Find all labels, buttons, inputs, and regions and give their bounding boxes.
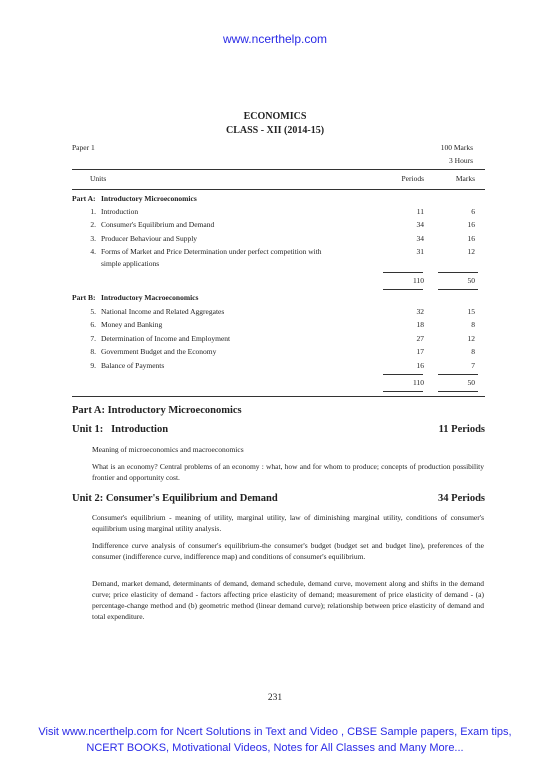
- row-marks: 8: [471, 347, 475, 356]
- row-unit-name: Balance of Payments: [101, 361, 165, 370]
- table-bottom-rule: [72, 396, 485, 397]
- row-unit-name: National Income and Related Aggregates: [101, 307, 225, 316]
- part-a-label: Part A:: [72, 194, 96, 203]
- marks-total-rule: [438, 391, 478, 392]
- row-marks: 7: [471, 361, 475, 370]
- unit2-heading: [72, 493, 485, 504]
- unit2-paragraph: Indifference curve analysis of consumer's equilibrium-the consumer's budget (budget set and budget line), preferences of the consumer (indifference curve, indifference map) and conditions of consumer's equilibrium.: [92, 541, 484, 561]
- row-unit-name: Determination of Income and Employment: [101, 334, 231, 343]
- part-b-total-marks: 50: [467, 378, 475, 387]
- periods-subtotal-rule: [383, 272, 423, 273]
- unit1-paragraph: What is an economy? Central problems of an economy : what, how and for whom to produce; concepts of production possibility frontier and opportunity cost.: [92, 462, 484, 482]
- part-b-total-periods: 110: [413, 378, 424, 387]
- unit1-heading: [72, 424, 485, 435]
- table-row: [72, 219, 484, 231]
- table-header-rule: [72, 189, 485, 190]
- table-header-row: [72, 173, 484, 185]
- part-b-total-row: [72, 377, 484, 389]
- row-num: 2.: [90, 220, 96, 229]
- unit1-paragraph: Meaning of microeconomics and macroeconomics: [92, 445, 244, 454]
- part-a-total-marks: 50: [467, 276, 475, 285]
- row-periods: 31: [416, 247, 424, 256]
- table-top-rule: [72, 169, 485, 170]
- row-num: 4.: [90, 247, 96, 256]
- section-heading: Part A: Introductory Microeconomics: [72, 405, 242, 416]
- part-b-heading: [72, 292, 199, 304]
- row-unit-name: Introduction: [101, 207, 139, 216]
- table-row: [72, 233, 484, 245]
- unit1-title: Unit 1: Introduction: [72, 424, 169, 435]
- unit1-periods: 11 Periods: [438, 424, 485, 435]
- row-periods: 34: [416, 234, 424, 243]
- row-periods: 11: [416, 207, 424, 216]
- footer-promo[interactable]: [0, 724, 550, 756]
- row-marks: 16: [467, 234, 475, 243]
- table-row: [72, 306, 484, 318]
- table-row-continuation: [72, 258, 484, 270]
- row-unit-name: Forms of Market and Price Determination under perfect competition with: [101, 247, 322, 256]
- site-link[interactable]: www.ncerthelp.com: [222, 32, 328, 46]
- row-num: 1.: [90, 207, 96, 216]
- row-marks: 15: [467, 307, 475, 316]
- row-periods: 27: [416, 334, 424, 343]
- row-periods: 32: [416, 307, 424, 316]
- part-a-total-row: [72, 275, 484, 287]
- row-num: 8.: [90, 347, 96, 356]
- row-marks: 8: [471, 320, 475, 329]
- marks-total-rule: [438, 289, 478, 290]
- subject-title: ECONOMICS: [243, 111, 307, 122]
- paper-label: Paper 1: [72, 143, 95, 152]
- row-unit-name: Government Budget and the Economy: [101, 347, 217, 356]
- part-a-heading: [72, 193, 197, 205]
- footer-line-2[interactable]: NCERT BOOKS, Motivational Videos, Notes for All Classes and Many More...: [86, 742, 464, 754]
- unit2-paragraph: Demand, market demand, determinants of demand, demand schedule, demand curve, movement along and shifts in the demand curve; price elasticity of demand - factors affecting price elasticity of demand; measurement of price elasticity of demand - (a) percentage-change method and (b) geometric method (linear demand curve); relationship between price elasticity of demand and total expenditure.: [92, 579, 484, 621]
- row-num: 7.: [90, 334, 96, 343]
- marks-subtotal-rule: [438, 374, 478, 375]
- row-unit-name: Money and Banking: [101, 320, 163, 329]
- table-row: [72, 346, 484, 358]
- marks-subtotal-rule: [438, 272, 478, 273]
- row-periods: 18: [416, 320, 424, 329]
- periods-total-rule: [383, 289, 423, 290]
- row-marks: 6: [471, 207, 475, 216]
- periods-total-rule: [383, 391, 423, 392]
- row-num: 9.: [90, 361, 96, 370]
- row-periods: 16: [416, 361, 424, 370]
- row-periods: 34: [416, 220, 424, 229]
- table-row: [72, 333, 484, 345]
- periods-subtotal-rule: [383, 374, 423, 375]
- table-row: [72, 360, 484, 372]
- footer-line-1[interactable]: Visit www.ncerthelp.com for Ncert Solutions in Text and Video , CBSE Sample papers, Exam tips,: [38, 726, 512, 738]
- row-num: 3.: [90, 234, 96, 243]
- row-unit-name: Consumer's Equilibrium and Demand: [101, 220, 215, 229]
- part-a-title: Introductory Microeconomics: [101, 194, 197, 203]
- table-row: [72, 246, 484, 258]
- page-number: 231: [267, 693, 283, 703]
- total-marks: 100 Marks: [440, 143, 473, 152]
- row-periods: 17: [416, 347, 424, 356]
- class-title: CLASS - XII (2014-15): [225, 125, 325, 136]
- unit2-periods: 34 Periods: [438, 493, 485, 504]
- unit2-paragraph: Consumer's equilibrium - meaning of utility, marginal utility, law of diminishing marginal utility, conditions of consumer's equilibrium using marginal utility analysis.: [92, 513, 484, 533]
- row-unit-name: Producer Behaviour and Supply: [101, 234, 198, 243]
- marks-header: Marks: [455, 174, 475, 183]
- row-num: 5.: [90, 307, 96, 316]
- row-marks: 12: [467, 247, 475, 256]
- row-num: 6.: [90, 320, 96, 329]
- table-row: [72, 206, 484, 218]
- part-b-label: Part B:: [72, 293, 96, 302]
- row-marks: 12: [467, 334, 475, 343]
- duration: 3 Hours: [449, 156, 473, 165]
- row-unit-name-cont: simple applications: [101, 259, 160, 268]
- periods-header: Periods: [401, 174, 424, 183]
- unit2-title: Unit 2: Consumer's Equilibrium and Demand: [72, 493, 278, 504]
- part-b-title: Introductory Macroeconomics: [101, 293, 199, 302]
- part-a-total-periods: 110: [413, 276, 424, 285]
- row-marks: 16: [467, 220, 475, 229]
- table-row: [72, 319, 484, 331]
- units-header: Units: [90, 174, 107, 183]
